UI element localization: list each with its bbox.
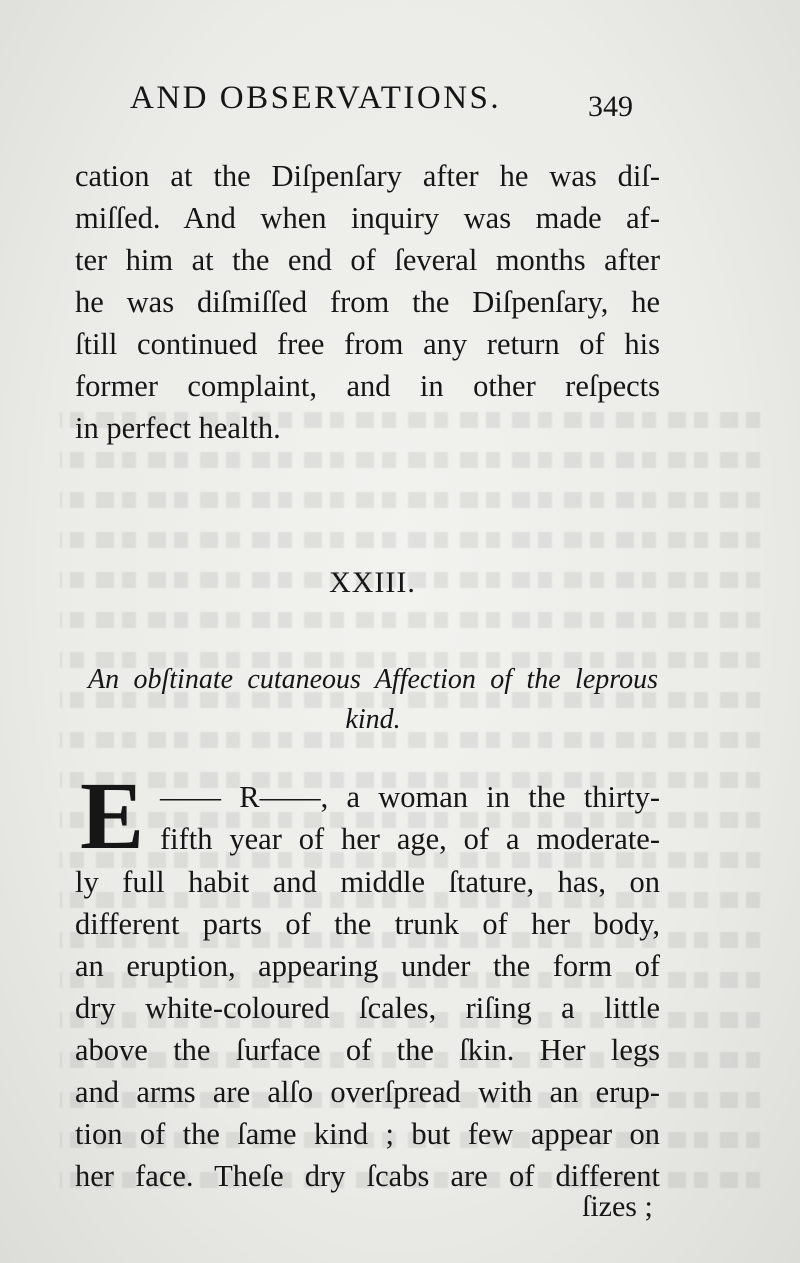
text-line: fifth year of her age, of a moderate- [160,822,660,856]
text-line: former complaint, and in other reſpects [75,369,660,403]
drop-cap: E [80,762,145,869]
section-title-line: An obſtinate cutaneous Affection of the leprous [88,664,658,695]
text-line: —— R——, a woman in the thirty- [160,780,660,814]
text-line: dry white-coloured ſcales, riſing a little [75,991,660,1025]
text-line: above the ſurface of the ſkin. Her legs [75,1033,660,1067]
text-line: he was diſmiſſed from the Diſpenſary, he [75,285,660,319]
section-number: XXIII. [329,566,416,599]
text-line: ſtill continued free from any return of his [75,327,660,361]
running-head: AND OBSERVATIONS. [130,80,502,116]
text-line: her face. Theſe dry ſcabs are of different [75,1159,660,1193]
text-line: ter him at the end of ſeveral months after [75,243,660,277]
section-title-line: kind. [345,704,401,735]
paragraph-1 [75,155,660,449]
text-line: miſſed. And when inquiry was made af- [75,201,660,235]
text-line: tion of the ſame kind ; but few appear on [75,1117,660,1151]
text-line: an eruption, appearing under the form of [75,949,660,983]
text-line: cation at the Diſpenſary after he was diſ- [75,159,660,193]
paragraph-2-head [160,776,660,860]
text-line: and arms are alſo overſpread with an erup- [75,1075,660,1109]
text-line: in perfect health. [75,411,281,445]
paragraph-2 [75,861,660,1197]
text-line: different parts of the trunk of her body, [75,907,660,941]
section-title [88,660,658,740]
catchword: ſizes ; [582,1190,653,1223]
page-number: 349 [588,90,633,123]
text-line: ly full habit and middle ſtature, has, on [75,865,660,899]
